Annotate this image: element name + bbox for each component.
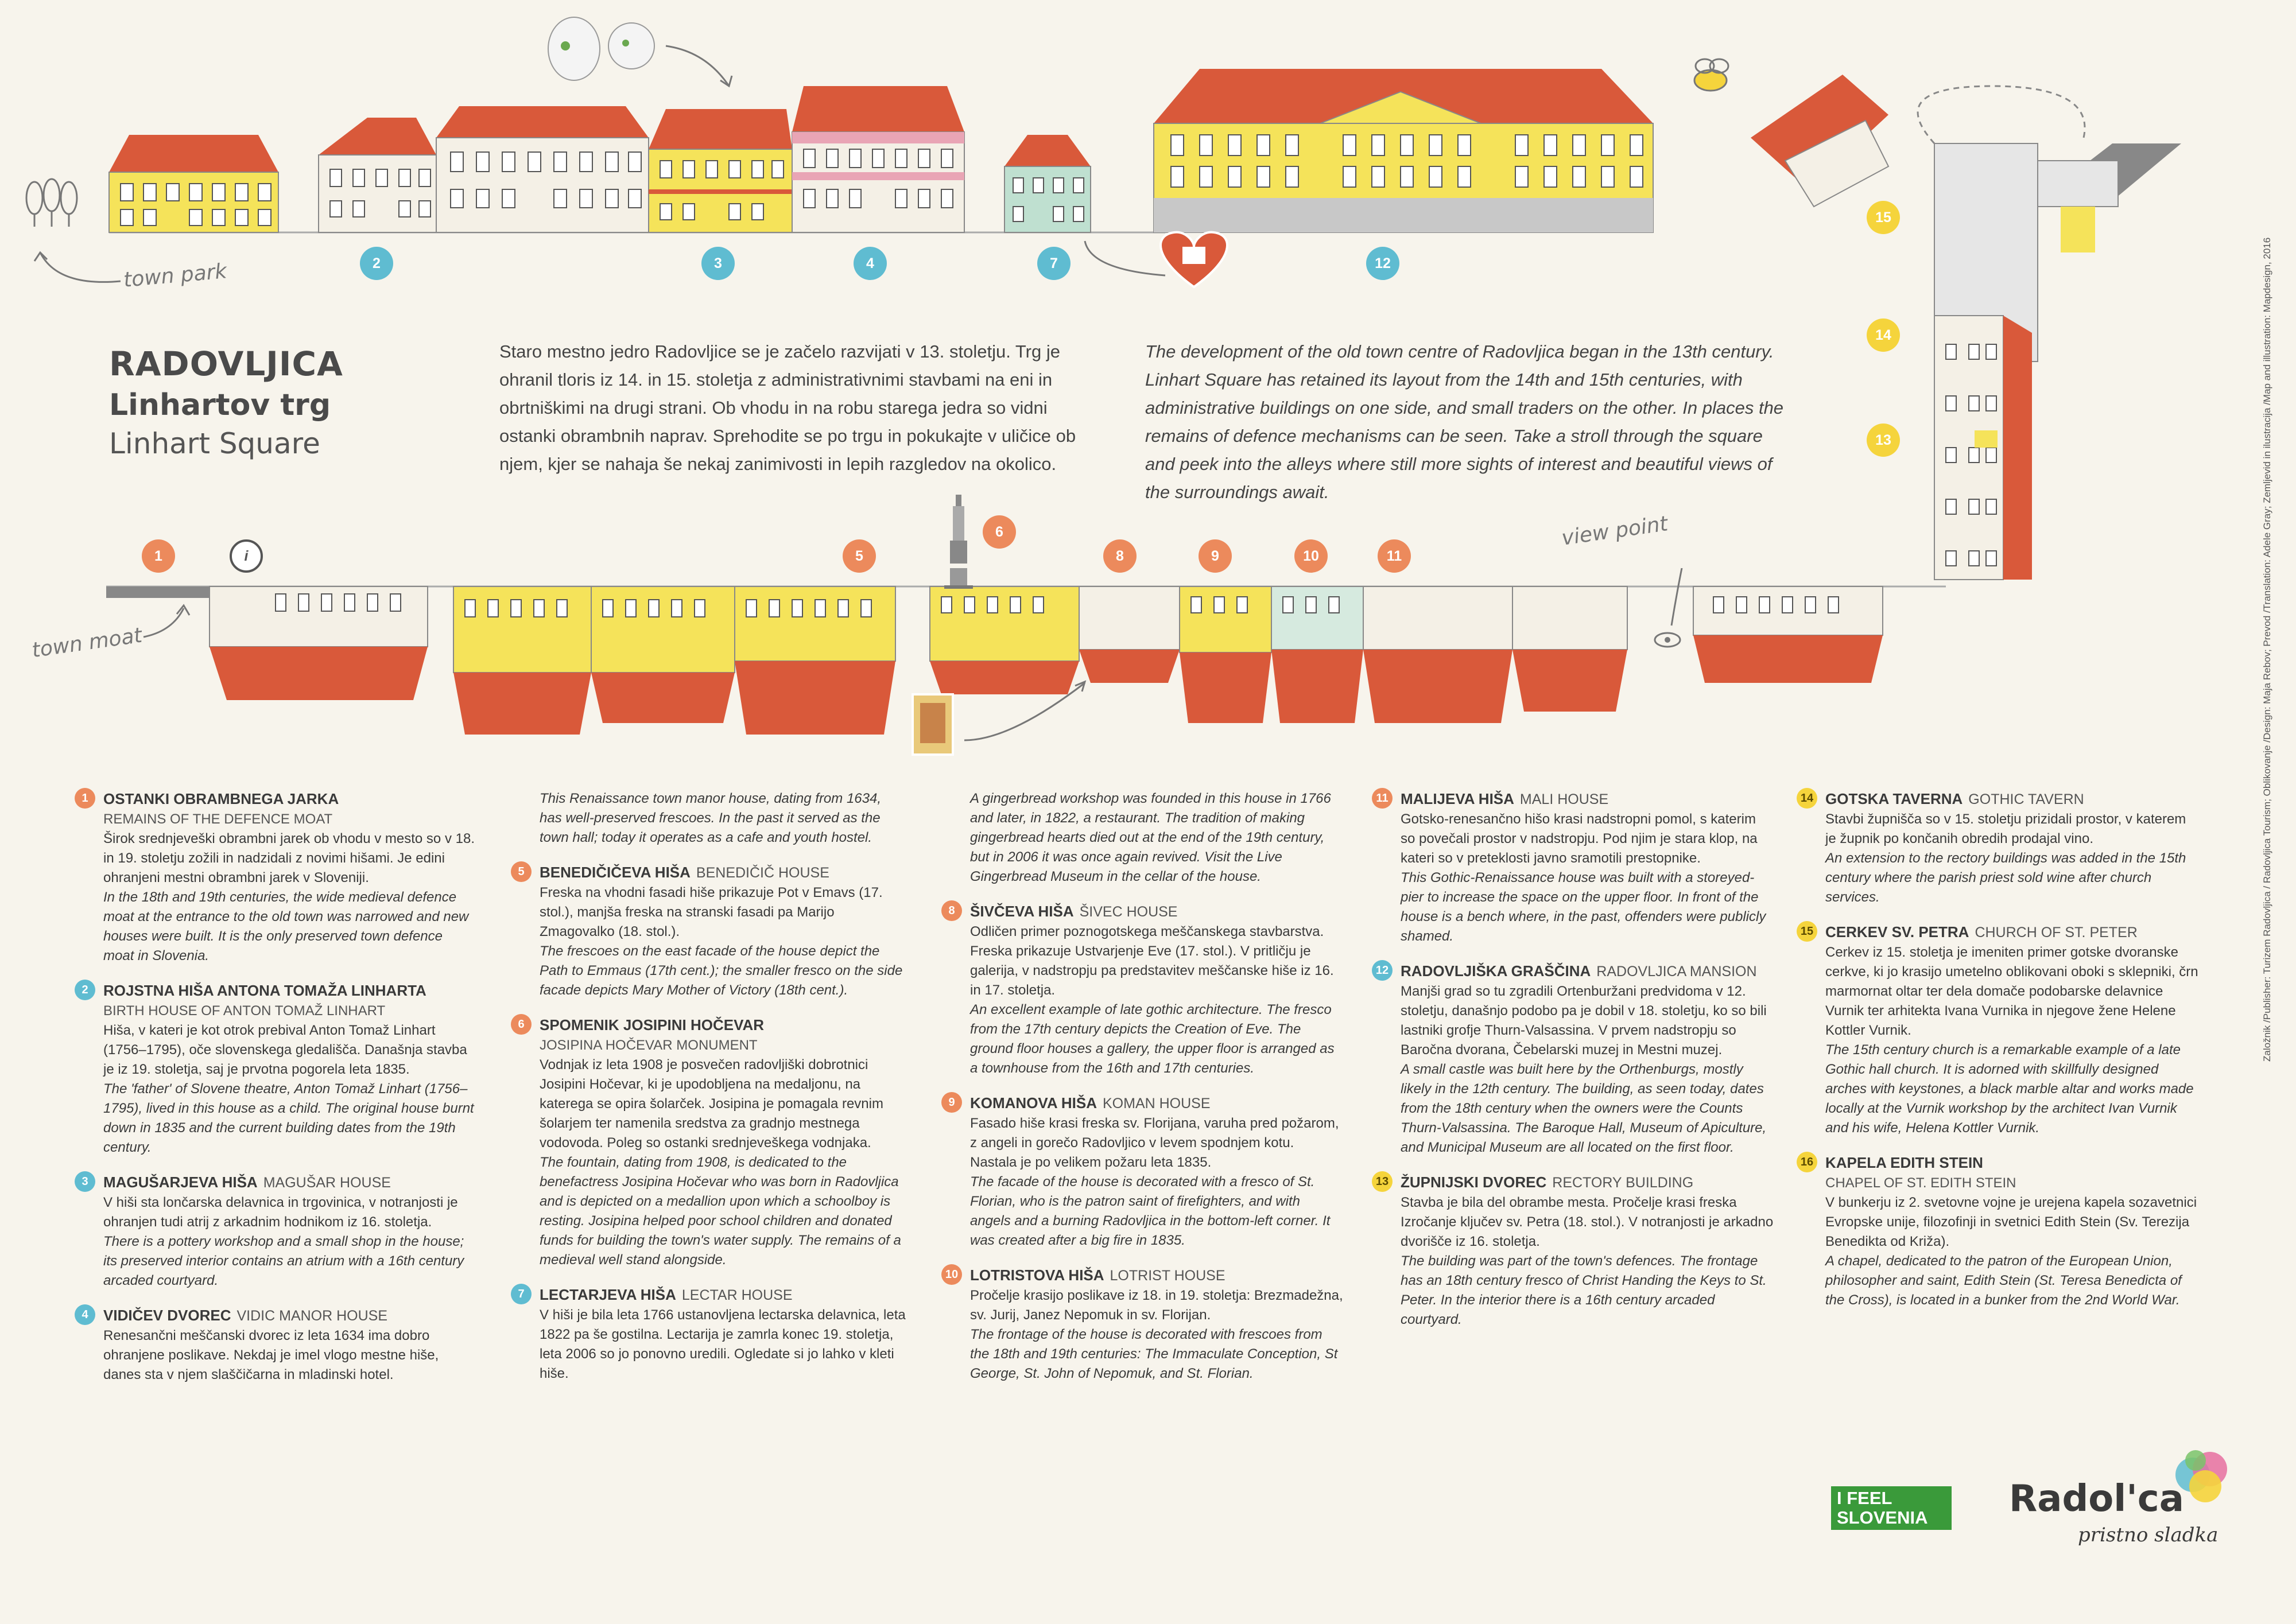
entry-title: OSTANKI OBRAMBNEGA JARKA [103, 790, 339, 807]
entry-header [1797, 922, 2198, 943]
label-town-park: town park [122, 259, 228, 292]
entry-title: ŽUPNIJSKI DVOREC [1401, 1174, 1547, 1191]
entry-subtitle: LECTAR HOUSE [681, 1287, 793, 1303]
entry-text-sl: V hiši sta lončarska delavnica in trgovinica, v notranjosti je ohranjen tudi atrij z arkadnim hodnikom iz 16. stoletja. [103, 1195, 458, 1230]
entry-title: MALIJEVA HIŠA [1401, 790, 1514, 807]
entry-text-sl: V bunkerju iz 2. svetovne vojne je urejena kapela sozavetnici Evropske unije, filozofinji in svetnici Edith Stein (Sv. Terezija Benedikta od Križa). [1825, 1195, 2197, 1249]
entry-11 [1372, 789, 1774, 946]
entry-title-line [970, 1093, 1211, 1114]
entry-2 [75, 981, 476, 1157]
entry-text-en: The 15th century church is a remarkable example of a late Gothic hall church. It is adorned with skillfully designed arches with keystones, a black marble altar and works made locally at the Vurnik workshop by the architect Ivan Vurnik and his wife, Helena Kottler Vurnik. [1825, 1042, 2194, 1136]
page-subtitle-en: Linhart Square [109, 427, 320, 460]
entry-text-sl: Cerkev iz 15. stoletja je imeniten primer gotske dvoranske cerkve, ki jo krasijo umetelno oblikovani oboki s sklepniki, črn marmornat oltar ter dela domače podobarske delavnice Vurnik ter arhitekta Ivana Vurnika in njegove žene Helene Kottler Vurnik. [1825, 945, 2198, 1038]
entry-text-en: The building was part of the town's defences. The frontage has an 18th century fresco of Christ Handing the Keys to St. Peter. In the interior there is a 16th century arcaded courtyard. [1401, 1253, 1767, 1327]
map-marker-1[interactable]: 1 [142, 539, 175, 573]
entry-text-en: The frescoes on the east facade of the house depict the Path to Emmaus (17th cent.); the smaller fresco on the side facade depicts Mary Mother of Victory (18th cent.). [540, 943, 903, 998]
building-4 [792, 86, 964, 232]
map-marker-3[interactable]: 3 [701, 247, 735, 280]
column-2 [511, 789, 907, 1398]
entry-number-badge: 12 [1372, 960, 1393, 981]
entry-title-line [970, 1265, 1225, 1286]
entry-text-en: The frontage of the house is decorated with frescoes from the 18th and 19th centuries: The Immaculate Conception, St George, St. John of Nepomuk, and St. Florian. [970, 1327, 1338, 1381]
entry-title-line [103, 981, 426, 1001]
entry-text-en: The 'father' of Slovene theatre, Anton Tomaž Linhart (1756–1795), lived in this house as a child. The original house burnt down in 1835 and the current building dates from the 19th century. [103, 1081, 474, 1155]
entry-number-badge: 7 [511, 1284, 532, 1304]
entry-title-line [540, 1285, 793, 1306]
entry-header [941, 902, 1343, 922]
map-marker-2[interactable]: 2 [360, 247, 393, 280]
entry-10 [941, 1265, 1343, 1384]
entry-4 [75, 1306, 476, 1385]
entry-16 [1797, 1153, 2198, 1310]
entry-title-line [1401, 1172, 1693, 1193]
entry-header [1797, 789, 2198, 810]
entry-12 [1372, 961, 1774, 1157]
entry-title-line [1825, 922, 2138, 943]
entry-title-line [540, 862, 829, 883]
column-5 [1797, 789, 2198, 1325]
entry-5 [511, 862, 907, 1000]
entry-text-sl: Stavbi župnišča so v 15. stoletju prizidali prostor, v katerem je župnik po končanih obredih prodajal vino. [1825, 811, 2186, 846]
entry-text-sl: Odličen primer poznogotskega meščanskega stavbarstva. Freska prikazuje Ustvarjenje Eve (17. stol.). V pritličju je galerija, v nadstropju pa predstavitev meščanske hiše iz 16. in 17. stoletja. [970, 924, 1334, 998]
entry-text-sl: Gotsko-renesančno hišo krasi nadstropni pomol, s katerim so povečali prostor v nadstropju. Pod njim je stara klop, na kateri so v preteklosti javno sramotili prestopnike. [1401, 811, 1758, 866]
entry-header [75, 981, 476, 1001]
label-town-moat: town moat [30, 623, 144, 663]
entry-number-badge: 14 [1797, 788, 1817, 809]
entry-text-sl: Vodnjak iz leta 1908 je posvečen radovljiški dobrotnici Josipini Hočevar, ki je upodobljena na medaljonu, na katerega se opira šolarček. Josipina je pomagala revnim šolarjem ter namenila sredstva za gradnjo mestnega vodovoda. Poleg so ostanki srednjeveškega vodnjaka. [540, 1057, 883, 1151]
gingerbread-heart-icon [1161, 232, 1227, 287]
map-marker-14[interactable]: 14 [1867, 318, 1900, 352]
map-bottom-row [0, 568, 2124, 786]
entry-text-sl: Fasado hiše krasi freska sv. Florijana, varuha pred požarom, z angeli in gorečo Radovljico v levem spodnjem kotu. Nastala je po velikem požaru leta 1835. [970, 1116, 1339, 1170]
entry-subtitle: RADOVLJICA MANSION [1596, 963, 1757, 980]
entry-subtitle: CHURCH OF ST. PETER [1975, 924, 2138, 941]
entry-header [511, 1285, 907, 1306]
column-4 [1372, 789, 1774, 1345]
intro-sl: Staro mestno jedro Radovljice se je začelo razvijati v 13. stoletju. Trg je ohranil tloris iz 14. in 15. stoletja z administrativnimi stavbami na eni in obrtniškimi na drugi strani. Ob vhodu in na robu starega jedra so vidni ostanki obrambnih naprav. Sprehodite se po trgu in pokukajte v uličice ob njem, kjer se nahaja še nekaj zanimivosti in lepih razgledov na okolico. [499, 341, 1076, 474]
entry-text-sl: Hiša, v kateri je kot otrok prebival Anton Tomaž Linhart (1756–1795), oče slovenskega gledališča. Današnja stavba je iz 19. stoletja, saj je prvotna pogorela leta 1835. [103, 1023, 467, 1077]
entry-title: CERKEV SV. PETRA [1825, 923, 1969, 941]
bottom-buildings [210, 586, 1883, 735]
entry-header [75, 1306, 476, 1326]
title-block [109, 344, 343, 460]
entry-number-badge: 15 [1797, 921, 1817, 942]
ifs-line2: SLOVENIA [1837, 1508, 1928, 1528]
map-marker-7[interactable]: 7 [1037, 247, 1071, 280]
entry-text-en: This Gothic-Renaissance house was built with a storeyed-pier to increase the space on the upper floor. In front of the house is a bench where, in the past, offenders were publicly shamed. [1401, 870, 1766, 944]
building-c [436, 106, 649, 232]
entry-title: ŠIVČEVA HIŠA [970, 903, 1074, 920]
entry-title: SPOMENIK JOSIPINI HOČEVAR [540, 1016, 765, 1034]
fountain-monument-icon [944, 568, 973, 589]
entry-title: RADOVLJIŠKA GRAŠČINA [1401, 962, 1591, 980]
building-7 [1004, 135, 1091, 232]
entry-text-sl: Stavba je bila del obrambe mesta. Pročelje krasi freska Izročanje ključev sv. Petra (18. stol.). V notranjosti je arkadno dvorišče iz 16. stoletja. [1401, 1195, 1774, 1249]
column-1 [75, 789, 476, 1400]
ifs-line1: I FEEL [1837, 1488, 1892, 1508]
entry-number-badge: 9 [941, 1092, 962, 1113]
entry-9 [941, 1093, 1343, 1250]
map-marker-12[interactable]: 12 [1366, 247, 1399, 280]
entry-text-en: A small castle was built here by the Orthenburgs, mostly likely in the 12th century. The building, as seen today, dates from the 18th century when the owners were the Counts Thurn-Valsassina. The Baroque Hall, Museum of Apiculture, and Municipal Museum are all located on the first floor. [1401, 1062, 1767, 1155]
fresco-picture [913, 694, 953, 755]
info-icon[interactable]: i [230, 539, 263, 573]
entry-title-line [103, 789, 339, 810]
entry-number-badge: 8 [941, 900, 962, 921]
entry-subtitle: BENEDIČIČ HOUSE [696, 865, 829, 881]
entry-1 [75, 789, 476, 966]
entry-text-en: The fountain, dating from 1908, is dedicated to the benefactress Josipina Hočevar who was born in Radovljica and is depicted on a medallion upon which a schoolboy is resting. Josipina helped poor school children and donated funds for building the town's water supply. The remains of a medieval well stand alongside. [540, 1155, 901, 1268]
tree-icon [26, 179, 77, 227]
entry-subtitle: GOTHIC TAVERN [1968, 791, 2084, 807]
entry-subtitle: LOTRIST HOUSE [1110, 1268, 1225, 1284]
entry-text-en: There is a pottery workshop and a small shop in the house; its preserved interior contains an atrium with a 16th century arcaded courtyard. [103, 1234, 464, 1288]
entry-number-badge: 10 [941, 1264, 962, 1285]
entry-text-sl: Manjši grad so tu zgradili Ortenburžani predvidoma v 12. stoletju, današnjo podobo pa je dobil v 18. stoletju, ko so bili lastniki grofje Thurn-Valsassina. V prvem nadstropju so Baročna dvorana, Čebelarski muzej in Mestni muzej. [1401, 984, 1767, 1058]
entry-title-line [1401, 961, 1757, 982]
entry-15 [1797, 922, 2198, 1138]
entry-number-badge: 3 [75, 1171, 95, 1192]
map-marker-15[interactable]: 15 [1867, 201, 1900, 234]
entry-subtitle: CHAPEL OF ST. EDITH STEIN [1825, 1175, 2016, 1191]
intro-en: The development of the old town centre of Radovljica began in the 13th century. Linhart Square has retained its layout from the 14th and 15th centuries, with administrative buildings on one side, and small traders on the other. In places the remains of defence mechanisms can be seen. Take a stroll through the square and peek into the alleys where still more sights of interest and beautiful views of the surroundings await. [1145, 341, 1784, 502]
building-12-mansion [1154, 69, 1653, 232]
entry-text-en: A chapel, dedicated to the patron of the European Union, philosopher and saint, Edith Stein (St. Teresa Benedicta of the Cross), is located in a bunker from the 2nd World War. [1825, 1253, 2182, 1308]
map-marker-13[interactable]: 13 [1867, 424, 1900, 457]
entry-header [941, 1093, 1343, 1114]
entry-number-badge: 6 [511, 1014, 532, 1035]
entry-subtitle: VIDIC MANOR HOUSE [236, 1308, 388, 1324]
entry-header [511, 1015, 907, 1036]
entry-title-line [540, 1015, 764, 1036]
entry-subtitle: REMAINS OF THE DEFENCE MOAT [103, 811, 333, 827]
entry-text-sl: Freska na vhodni fasadi hiše prikazuje Pot v Emavs (17. stol.), manjša freska na stranski fasadi pa Marijo Zmagovalko (18. stol.). [540, 885, 883, 939]
entry-title-line [103, 1172, 391, 1193]
radolca-tagline: pristno sladka [2078, 1524, 2219, 1547]
map-marker-4[interactable]: 4 [854, 247, 887, 280]
entry-number-badge: 2 [75, 980, 95, 1000]
entry-8 [941, 902, 1343, 1078]
entry-text-en: The facade of the house is decorated with a fresco of St. Florian, who is the patron saint of firefighters, and with angels and a burning Radovljica in the bottom-left corner. It was created after a big fire in 1835. [970, 1174, 1331, 1248]
entry-title-line [1825, 1153, 1983, 1174]
col2-continuation: This Renaissance town manor house, dating from 1634, has well-preserved frescoes. In the past it served as the town hall; today it operates as a cafe and youth hostel. [540, 791, 881, 845]
entry-14 [1797, 789, 2198, 907]
map-marker-6[interactable]: 6 [983, 515, 1016, 549]
entry-text-sl: V hiši je bila leta 1766 ustanovljena lectarska delavnica, leta 1822 pa še gostilna. Lectarija je zamrla konec 19. stoletja, leta 2006 so jo ponovno uredili. Ogledate si jo lahko v kleti hiše. [540, 1307, 906, 1381]
entry-header [941, 1265, 1343, 1286]
entry-header [75, 1172, 476, 1193]
entry-subtitle: ŠIVEC HOUSE [1079, 904, 1178, 920]
entry-title: MAGUŠARJEVA HIŠA [103, 1174, 258, 1191]
entry-subtitle: RECTORY BUILDING [1552, 1175, 1694, 1191]
entry-header [1372, 789, 1774, 810]
entry-title: LOTRISTOVA HIŠA [970, 1266, 1104, 1284]
entry-title: VIDIČEV DVOREC [103, 1307, 231, 1324]
map-marker-10[interactable]: 10 [1294, 539, 1328, 573]
entry-subtitle: KOMAN HOUSE [1103, 1095, 1211, 1112]
entry-title-line [970, 902, 1177, 922]
label-view-point: view point [1560, 512, 1670, 550]
church-plan [1739, 75, 2198, 591]
building-3 [649, 109, 792, 232]
entry-header [1797, 1153, 2198, 1174]
entry-title-line [1825, 789, 2084, 810]
pottery-icon [548, 17, 654, 80]
entry-title: BENEDIČIČEVA HIŠA [540, 864, 691, 881]
credits: Založnik /Publisher: Turizem Radovljica / Radovljica Tourism; Oblikovanje /Design: Maja Rebov; Prevod /Translation: Adele Gray; Zemljevid in ilustracija /Map and illustration: Mapdesign, 2016 [2262, 237, 2272, 1062]
entry-text-sl: Renesančni meščanski dvorec iz leta 1634 ima dobro ohranjene poslikave. Nekdaj je imel vlogo mestne hiše, danes sta v njem slaščičarna in mladinski hotel. [103, 1328, 439, 1382]
entry-subtitle: MAGUŠAR HOUSE [263, 1175, 391, 1191]
page-subtitle-sl: Linhartov trg [109, 388, 331, 422]
entry-title: GOTSKA TAVERNA [1825, 790, 1963, 807]
map-marker-11[interactable]: 11 [1378, 539, 1411, 573]
entry-text-en: An excellent example of late gothic architecture. The fresco from the 17th century depicts the Creation of Eve. The ground floor houses a gallery, the upper floor is arranged as a townhouse from the 16th and 17th centuries. [970, 1002, 1335, 1076]
entry-subtitle: MALI HOUSE [1519, 791, 1609, 807]
entry-text-sl: Pročelje krasijo poslikave iz 18. in 19. stoletja: Brezmadežna, sv. Jurij, Janez Nepomuk in sv. Florijan. [970, 1288, 1343, 1323]
col3-continuation: A gingerbread workshop was founded in this house in 1766 and later, in 1822, a restaurant. The tradition of making gingerbread hearts died out at the end of the 19th century, but in 2006 it was once again revived. Visit the Live Gingerbread Museum in the cellar of the house. [970, 791, 1331, 884]
entry-title: LECTARJEVA HIŠA [540, 1286, 676, 1303]
building-2 [319, 118, 436, 232]
map-marker-5[interactable]: 5 [843, 539, 876, 573]
entry-title: ROJSTNA HIŠA ANTONA TOMAŽA LINHARTA [103, 982, 426, 999]
entry-title-line [103, 1306, 387, 1326]
entry-7 [511, 1285, 907, 1384]
entry-3 [75, 1172, 476, 1291]
bee-icon [1694, 59, 1728, 91]
entry-number-badge: 13 [1372, 1171, 1393, 1192]
page-title: RADOVLJICA [109, 344, 343, 383]
eye-icon [1655, 633, 1680, 647]
entry-text-en: In the 18th and 19th centuries, the wide medieval defence moat at the entrance to the old town was narrowed and new houses were built. It is the only preserved town defence moat in Slovenia. [103, 889, 469, 963]
entry-13 [1372, 1172, 1774, 1330]
entry-header [75, 789, 476, 810]
entry-6 [511, 1015, 907, 1270]
entry-text-sl: Širok srednjeveški obrambni jarek ob vhodu v mesto so v 18. in 19. stoletju zožili in nadzidali z novimi hišami. Je edini ohranjeni mestni obrambni jarek v Sloveniji. [103, 831, 475, 885]
i-feel-slovenia-logo [1831, 1486, 1952, 1530]
entry-text-en: An extension to the rectory buildings was added in the 15th century where the parish priest sold wine after church services. [1825, 850, 2186, 905]
entry-title: KOMANOVA HIŠA [970, 1094, 1097, 1112]
entry-number-badge: 5 [511, 861, 532, 882]
entry-number-badge: 1 [75, 788, 95, 809]
entry-number-badge: 11 [1372, 788, 1393, 809]
column-3 [941, 789, 1343, 1398]
radolca-logo: Radol'ca [2009, 1478, 2184, 1520]
fountain-statue [950, 495, 967, 564]
entry-subtitle: JOSIPINA HOČEVAR MONUMENT [540, 1038, 758, 1053]
entry-title-line [1401, 789, 1608, 810]
entry-header [511, 862, 907, 883]
entry-header [1372, 1172, 1774, 1193]
building-a [109, 135, 278, 232]
entry-header [1372, 961, 1774, 982]
map-marker-9[interactable]: 9 [1199, 539, 1232, 573]
entry-title: KAPELA EDITH STEIN [1825, 1154, 1983, 1171]
entry-number-badge: 4 [75, 1304, 95, 1325]
entry-subtitle: BIRTH HOUSE OF ANTON TOMAŽ LINHART [103, 1003, 386, 1019]
map-marker-8[interactable]: 8 [1103, 539, 1137, 573]
entry-number-badge: 16 [1797, 1152, 1817, 1172]
